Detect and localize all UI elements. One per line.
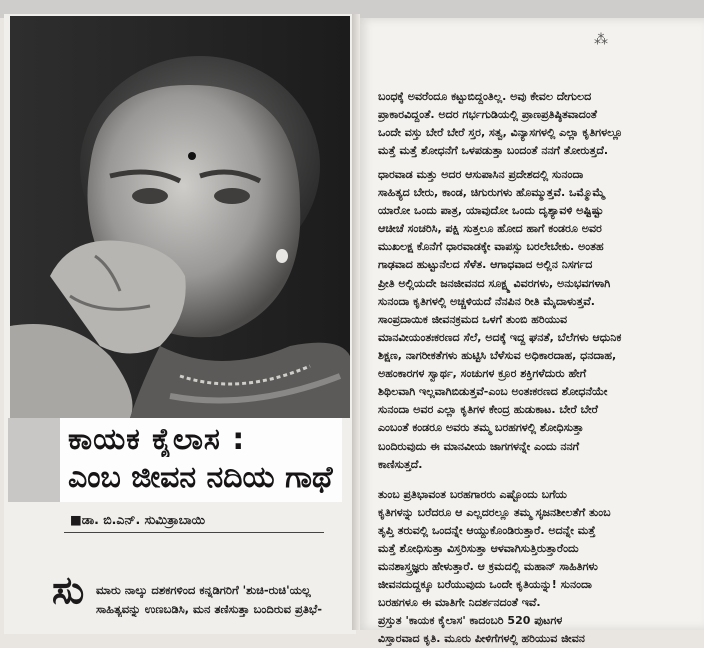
text-line: ಸುನಂದಾ ಅವರ ಎಲ್ಲಾ ಕೃತಿಗಳ ಕೇಂದ್ರ ಹುಡುಕಾಟ. ಬೇರೆ ಬೇರೆ	[378, 403, 598, 417]
article-title-line-2: ಎಂಬ ಜೀವನ ನದಿಯ ಗಾಥೆ	[68, 460, 333, 495]
text-line: ಮಾನವೀಯಂತಃಕರಣದ ಸೆಲೆ, ಅದಕ್ಕೆ ಇದ್ದ ಘನತೆ, ಬೆಲೆಗಳು ಆಧುನಿಕ	[378, 330, 622, 344]
text-line: ಸಾಹಿತ್ಯದ ಬೇರು, ಕಾಂಡ, ಚಿಗುರುಗಳು ಹೊಮ್ಮುತ್ತವೆ. ಒಮ್ಮೊಮ್ಮೆ	[378, 186, 605, 200]
paragraph-2	[378, 166, 696, 437]
text-line: ಎಂಬಂತೆ ಕಂಡರೂ ಅವರು ತಮ್ಮ ಬರಹಗಳಲ್ಲಿ ಶೋಧಿಸುತ್ತಾ	[378, 421, 584, 435]
text-line: ಸಾಂಪ್ರದಾಯಿಕ ಜೀವನಕ್ರಮದ ಒಳಗೆ ತುಂಬಿ ಹರಿಯುವ	[378, 312, 568, 326]
intro-line-2: ಸಾಹಿತ್ಯವನ್ನು ಉಣಬಡಿಸಿ, ಮನ ತಣಿಸುತ್ತಾ ಬಂದಿರುವ ಪ್ರತಿಭೆ-	[96, 602, 323, 616]
page-gutter	[352, 14, 360, 630]
paragraph-3	[378, 486, 696, 595]
text-line: ಒಂದೇ ವಸ್ತು ಬೇರೆ ಬೇರೆ ಸ್ತರ, ಸತ್ವ, ವಿನ್ಯಾಸಗಳಲ್ಲಿ ಎಲ್ಲಾ ಕೃತಿಗಳಲ್ಲೂ	[378, 126, 623, 140]
page-mark: ⁂	[594, 32, 608, 48]
text-line: ಬರಹಗಳೂ ಈ ಮಾತಿಗೇ ನಿದರ್ಶನದಂತೆ ಇವೆ.	[378, 596, 541, 609]
text-line: ಸುನಂದಾ ಕೃತಿಗಳಲ್ಲಿ ಅಚ್ಚಳಿಯದೆ ನೆನಪಿನ ರೀತಿ ಮೈದಾಳುತ್ತವೆ.	[378, 294, 595, 308]
intro-line-1: ಮಾರು ನಾಲ್ಕು ದಶಕಗಳಿಂದ ಕನ್ನಡಿಗರಿಗೆ 'ಶುಚಿ-ರುಚಿ'ಯಲ್ಲ	[96, 583, 311, 597]
text-line: ವಿಸ್ತಾರವಾದ ಕೃತಿ. ಮೂರು ಪೀಳಿಗೆಗಳಲ್ಲಿ ಹರಿಯುವ ಜೀವನ	[378, 632, 585, 646]
text-line: ಅಹಂಕಾರಗಳ ಸ್ವಾರ್ಥ, ಸಂಚುಗಳ ಕ್ರೂರ ಶಕ್ತಿಗಳೆದುರು ಹೇಗೆ	[378, 367, 587, 381]
text-line: ಆಚೀಚೆ ಸಂಚರಿಸಿ, ಪಕ್ಷಿ ಸುತ್ತಲೂ ಹೋದ ಹಾಗೆ ಕಂಡರೂ ಅವರ	[378, 222, 602, 236]
text-line: ತೃಪ್ತಿ ತರುವಲ್ಲಿ ಒಂದನ್ನೇ ಆಯ್ದುಕೊಂಡಿರುತ್ತಾರೆ. ಅದನ್ನೇ ಮತ್ತೆ	[378, 524, 596, 538]
text-line: ಮತ್ತೆ ಶೋಧಿಸುತ್ತಾ ವಿಸ್ತರಿಸುತ್ತಾ ಆಳವಾಗಿಸುತ್ತಿರುತ್ತಾರೆಂದು	[378, 542, 579, 556]
byline-divider	[64, 532, 324, 533]
paragraph-4	[378, 612, 696, 648]
text-line: ಶಿಕ್ಷಣ, ನಾಗರೀಕತೆಗಳು ಹುಟ್ಟಿಸಿ ಬೆಳೆಸುವ ಅಧಿಕಾರದಾಹ, ಧನದಾಹ,	[378, 348, 617, 362]
paragraph-1	[378, 88, 696, 160]
text-line: ಮುಖಲಕ್ಷ ಕೊನೆಗೆ ಧಾರವಾಡಕ್ಕೇ ವಾಪಸ್ಸು ಬರಲೇಬೇಕು. ಅಂತಹ	[378, 240, 604, 254]
drop-cap: ಸು	[52, 568, 85, 612]
text-line: ಧಾರವಾಡ ಮತ್ತು ಅದರ ಆಸುಪಾಸಿನ ಪ್ರದೇಶದಲ್ಲಿ ಸುನಂದಾ	[378, 168, 584, 181]
text-line: ಕಾಣಿಸುತ್ತದೆ.	[378, 458, 423, 472]
paragraph-3-end	[378, 594, 696, 612]
paragraph-2-continued	[378, 438, 696, 474]
text-line: ಬಂದಿರುವುದು ಈ ಮಾನವೀಯ ಜಾಗಗಳನ್ನೇ ಎಂದು ನನಗೆ	[378, 440, 580, 453]
text-line: ಪ್ರಸ್ತುತ 'ಕಾಯಕ ಕೈಲಾಸ' ಕಾದಂಬರಿ 520 ಪುಟಗಳ	[378, 614, 563, 627]
text-line: ಬಂಧಕ್ಕೆ ಅವರೆಂದೂ ಕಟ್ಟುಬಿದ್ದಂತಿಲ್ಲ. ಅವು ಕೇವಲ ದೇಗುಲದ	[378, 90, 592, 103]
author-portrait-photo	[10, 16, 350, 418]
text-line: ಪ್ರೀತಿ ಅಲ್ಲಿಯದೇ ಜನಜೀವನದ ಸೂಕ್ಷ್ಮ ವಿವರಗಳು, ಅನುಭವಗಳಾಗಿ	[378, 276, 611, 290]
text-line: ತುಂಬ ಪ್ರತಿಭಾವಂತ ಬರಹಗಾರರು ಎಷ್ಟೊಂದು ಬಗೆಯ	[378, 488, 567, 501]
text-line: ಶಿಥಿಲವಾಗಿ ಇಲ್ಲವಾಗಿಬಿಡುತ್ತವೆ-ಎಂಬ ಅಂತಃಕರಣದ ಶೋಧನೆಯೇ	[378, 385, 608, 399]
portrait-illustration	[10, 16, 350, 418]
text-line: ಮತ್ತೆ ಮತ್ತೆ ಶೋಧನೆಗೆ ಒಳಪಡುತ್ತಾ ಬಂದಂತೆ ನನಗೆ ತೋರುತ್ತದೆ.	[378, 144, 609, 158]
text-line: ಜೀವನದುದ್ದಕ್ಕೂ ಬರೆಯುವುದು ಒಂದೇ ಕೃತಿಯನ್ನು! ಸುನಂದಾ	[378, 578, 592, 592]
text-line: ಪ್ರಾಕಾರವಿದ್ದಂತೆ. ಅದರ ಗರ್ಭಗುಡಿಯಲ್ಲಿ ಪ್ರಾಣಪ್ರತಿಷ್ಠಿತವಾದಂತೆ	[378, 108, 597, 122]
text-line: ಯಾರೋ ಒಂದು ಪಾತ್ರ, ಯಾವುದೋ ಒಂದು ದೃಶ್ಯಾವಳಿ ಅಷ್ಟಿಷ್ಟು	[378, 204, 604, 218]
title-accent-block	[8, 418, 60, 502]
author-byline: ■ಡಾ. ಬಿ.ಎನ್. ಸುಮಿತ್ರಾಬಾಯಿ	[70, 512, 206, 527]
article-title-line-1: ಕಾಯಕ ಕೈಲಾಸ :	[68, 422, 246, 457]
text-line: ಮನಶಾಸ್ತ್ರಜ್ಞರು ಹೇಳುತ್ತಾರೆ. ಆ ಕ್ರಮದಲ್ಲಿ ಮಹಾನ್ ಸಾಹಿತಿಗಳು	[378, 560, 598, 574]
text-line: ಗಾಢವಾದ ಹುಟ್ಟುನೆಲದ ಸೆಳೆತ. ಆಗಾಧವಾದ ಅಲ್ಲಿನ ನಿಸರ್ಗದ	[378, 258, 593, 272]
text-line: ಕೃತಿಗಳನ್ನು ಬರೆದರೂ ಆ ಎಲ್ಲದರಲ್ಲೂ ತಮ್ಮ ಸೃಜನಶೀಲತೆಗೆ ತುಂಬ	[378, 506, 611, 520]
